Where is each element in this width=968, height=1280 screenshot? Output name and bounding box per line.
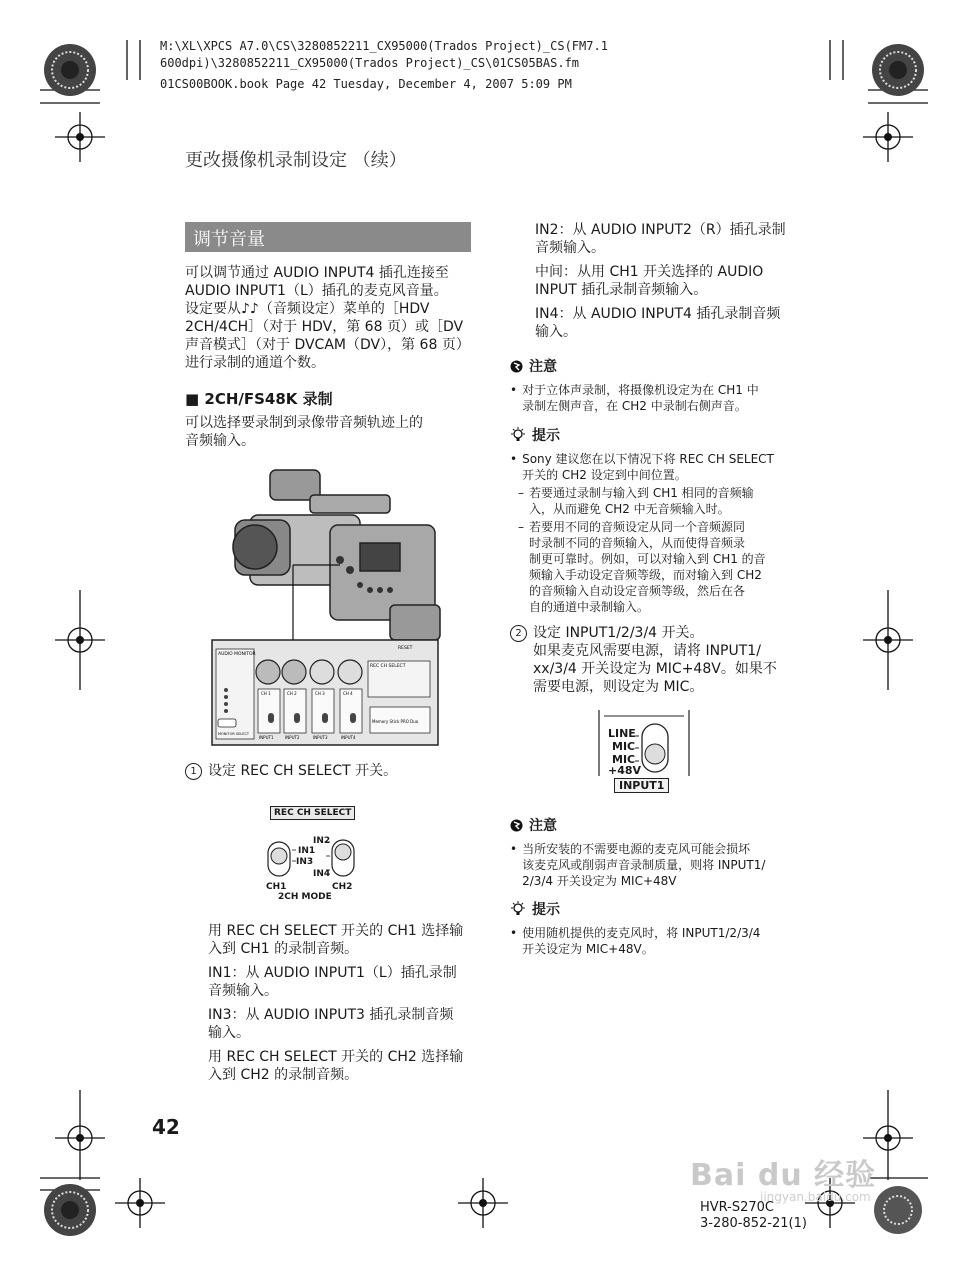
- model-info: [700, 1200, 807, 1232]
- bullet-line: Sony 建议您在以下情况下将 REC CH SELECT: [522, 452, 774, 466]
- switch-in1-label: IN1: [298, 846, 316, 856]
- input1-label: INPUT1: [614, 778, 669, 793]
- dash-line: 入，从而避免 CH2 中无音频输入时。: [529, 502, 730, 516]
- para-line: IN4：从 AUDIO INPUT4 插孔录制音频: [535, 306, 781, 322]
- step-2-line: 设定 INPUT1/2/3/4 开关。: [533, 625, 704, 641]
- note-2: [510, 815, 805, 889]
- tip-1-header: [510, 425, 800, 445]
- dash-line: 若要通过录制与输入到 CH1 相同的音频输: [529, 486, 754, 500]
- para-line: 入到 CH1 的录制音频。: [208, 941, 359, 957]
- tip-2-title: 提示: [532, 902, 560, 918]
- file-header-path-1: M:\XL\XPCS A7.0\CS\3280852211_CX95000(Trados Project)_CS(FM7.1: [160, 39, 608, 53]
- intro-line: 可以调节通过 AUDIO INPUT4 插孔连接至: [185, 265, 449, 281]
- tip-1-dash-2: [510, 519, 800, 615]
- file-header: [160, 38, 608, 93]
- caution-icon: [510, 360, 523, 373]
- para-line: INPUT 插孔录制音频输入。: [535, 282, 708, 298]
- caution-icon: [510, 819, 523, 832]
- panel-ch1-label: CH 1: [261, 691, 271, 696]
- switch-ch1-label: CH1: [266, 882, 287, 892]
- para-in2: [535, 221, 805, 257]
- bullet-line: 使用随机提供的麦克风时，将 INPUT1/2/3/4: [522, 926, 761, 940]
- intro-line: 声音模式］（对于 DVCAM（DV），第 68 页）: [185, 337, 470, 353]
- panel-ch4-label: CH 4: [343, 691, 353, 696]
- para-line: 用 REC CH SELECT 开关的 CH1 选择输: [208, 923, 464, 939]
- subheading-2ch-fs48k: ■ 2CH/FS48K 录制: [185, 390, 333, 408]
- panel-monitor-select-label: MONITOR SELECT: [218, 732, 250, 736]
- para-line: 输入。: [208, 1025, 250, 1041]
- panel-reset-label: RESET: [398, 646, 413, 651]
- panel-ch2-label: CH 2: [287, 691, 297, 696]
- bullet-line: 2/3/4 开关设定为 MIC+48V: [522, 874, 677, 888]
- note-2-header: [510, 815, 805, 835]
- right-top-paragraphs: [535, 221, 805, 341]
- bullet-line: 开关设定为 MIC+48V。: [522, 942, 654, 956]
- input1-mic-label: MIC: [612, 740, 636, 753]
- panel-audio-monitor-label: AUDIO MONITOR: [218, 652, 256, 657]
- camera-illustration: [210, 455, 445, 755]
- step-1: [185, 762, 397, 780]
- step-1-number: 1: [185, 763, 202, 780]
- input1-line-label: LINE: [608, 727, 636, 740]
- intro-line: 进行录制的通道个数。: [185, 355, 325, 371]
- baidu-watermark: Bai du 经验: [690, 1158, 877, 1193]
- panel-ch3-label: CH 3: [315, 691, 325, 696]
- panel-input2-label: INPUT2: [285, 735, 300, 740]
- switch-in2-label: IN2: [313, 836, 331, 846]
- dash-line: 自的通道中录制输入。: [529, 600, 650, 614]
- intro-line: 设定要从♪♪（音频设定）菜单的［HDV: [185, 301, 430, 317]
- file-header-book-info: 01CS00BOOK.book Page 42 Tuesday, December 4, 2007 5:09 PM: [160, 77, 572, 91]
- para-line: 音频输入。: [208, 983, 278, 999]
- bullet-dot: •: [510, 452, 518, 466]
- switch-in4-label: IN4: [313, 869, 331, 879]
- file-header-path-2: 600dpi)\3280852211_CX95000(Trados Project)_CS\01CS05BAS.fm: [160, 56, 580, 70]
- dash-line: 的音频输入自动设定音频等级，然后在各: [529, 584, 746, 598]
- panel-rec-ch-select-label: REC CH SELECT: [370, 664, 406, 669]
- sub-paragraph: [185, 414, 475, 450]
- bullet-line: 录制左侧声音，在 CH2 中录制右侧声音。: [522, 399, 747, 413]
- tip-1-dash-1: [510, 485, 800, 517]
- para-ch1-select: [208, 922, 478, 958]
- bullet-line: 开关的 CH2 设定到中间位置。: [522, 468, 687, 482]
- step-2: [510, 624, 810, 696]
- intro-line: 2CH/4CH］（对于 HDV，第 68 页）或［DV: [185, 319, 464, 335]
- intro-line: AUDIO INPUT1（L）插孔的麦克风音量。: [185, 283, 448, 299]
- step-2-line: 如果麦克风需要电源，请将 INPUT1/: [533, 643, 761, 659]
- para-in1: [208, 964, 478, 1000]
- para-line: 中间：从用 CH1 开关选择的 AUDIO: [535, 264, 764, 280]
- heading-adjust-volume: 调节音量: [185, 222, 471, 252]
- intro-paragraph: [185, 264, 475, 372]
- baidu-watermark-url: jingyan.baidu.com: [760, 1190, 871, 1204]
- step-2-number: 2: [510, 625, 527, 642]
- bullet-dot: •: [510, 842, 518, 856]
- dash-line: 时录制不同的音频输入，从而使得音频录: [529, 536, 746, 550]
- para-line: 入到 CH2 的录制音频。: [208, 1067, 359, 1083]
- panel-input3-label: INPUT3: [313, 735, 328, 740]
- dash-line: 制更可靠时。例如，可以对输入到 CH1 的音: [529, 552, 766, 566]
- tip-2: [510, 899, 805, 957]
- sub-line: 可以选择要录制到录像带音频轨迹上的: [185, 415, 423, 431]
- bullet-line: 对于立体声录制，将摄像机设定为在 CH1 中: [522, 383, 759, 397]
- tip-1-title: 提示: [532, 428, 560, 444]
- part-number: 3-280-852-21(1): [700, 1216, 807, 1231]
- para-line: IN1：从 AUDIO INPUT1（L）插孔录制: [208, 965, 457, 981]
- step-2-line: xx/3/4 开关设定为 MIC+48V。如果不: [533, 661, 777, 677]
- note-1-header: [510, 356, 800, 376]
- tip-1: [510, 425, 800, 615]
- lightbulb-icon: [510, 427, 526, 443]
- input1-switch-diagram: [598, 708, 690, 796]
- para-line: 音频输入。: [535, 240, 605, 256]
- note-1: [510, 356, 800, 414]
- note-1-title: 注意: [529, 359, 557, 375]
- step-1-text: 设定 REC CH SELECT 开关。: [208, 763, 398, 779]
- input1-mic48-label: MIC: [612, 753, 636, 766]
- note-2-bullet: [510, 841, 805, 889]
- para-ch2-select: [208, 1048, 478, 1084]
- tip-2-bullet: [510, 925, 805, 957]
- tip-1-bullet: [510, 451, 800, 483]
- page-number: 42: [152, 1115, 180, 1139]
- section-title: 更改摄像机录制设定 （续）: [185, 150, 407, 171]
- step-2-line: 需要电源，则设定为 MIC。: [533, 679, 704, 695]
- para-in3: [208, 1006, 478, 1042]
- switch-2ch-mode-label: 2CH MODE: [278, 892, 332, 902]
- rec-ch-select-diagram: [266, 806, 356, 912]
- dash-line: 频输入手动设定音频等级，而对输入到 CH2: [529, 568, 762, 582]
- input1-plus48v-label: +48V: [608, 764, 642, 777]
- panel-input4-label: INPUT4: [341, 735, 356, 740]
- para-line: IN2：从 AUDIO INPUT2（R）插孔录制: [535, 222, 786, 238]
- dash-line: 若要用不同的音频设定从同一个音频源同: [529, 520, 746, 534]
- para-middle: [535, 263, 805, 299]
- bullet-line: 该麦克风或削弱声音录制质量，则将 INPUT1/: [522, 858, 766, 872]
- dash-mark: –: [518, 520, 524, 534]
- rec-ch-select-title: REC CH SELECT: [270, 806, 355, 820]
- lightbulb-icon: [510, 901, 526, 917]
- bullet-line: 当所安装的不需要电源的麦克风可能会损坏: [522, 842, 751, 856]
- after-switch-paragraphs: [208, 922, 478, 1084]
- switch-ch2-label: CH2: [332, 882, 353, 892]
- para-in4: [535, 305, 805, 341]
- para-line: 输入。: [535, 324, 577, 340]
- note-2-title: 注意: [529, 818, 557, 834]
- sub-line: 音频输入。: [185, 433, 255, 449]
- model-name: HVR-S270C: [700, 1200, 775, 1215]
- switch-in3-label: IN3: [296, 857, 314, 867]
- panel-input1-label: INPUT1: [259, 735, 274, 740]
- panel-memory-stick-label: Memory Stick PRO Duo: [372, 719, 419, 724]
- bullet-dot: •: [510, 926, 518, 940]
- note-1-bullet: [510, 382, 800, 414]
- para-line: 用 REC CH SELECT 开关的 CH2 选择输: [208, 1049, 464, 1065]
- bullet-dot: •: [510, 383, 518, 397]
- para-line: IN3：从 AUDIO INPUT3 插孔录制音频: [208, 1007, 454, 1023]
- dash-mark: –: [518, 486, 524, 500]
- tip-2-header: [510, 899, 805, 919]
